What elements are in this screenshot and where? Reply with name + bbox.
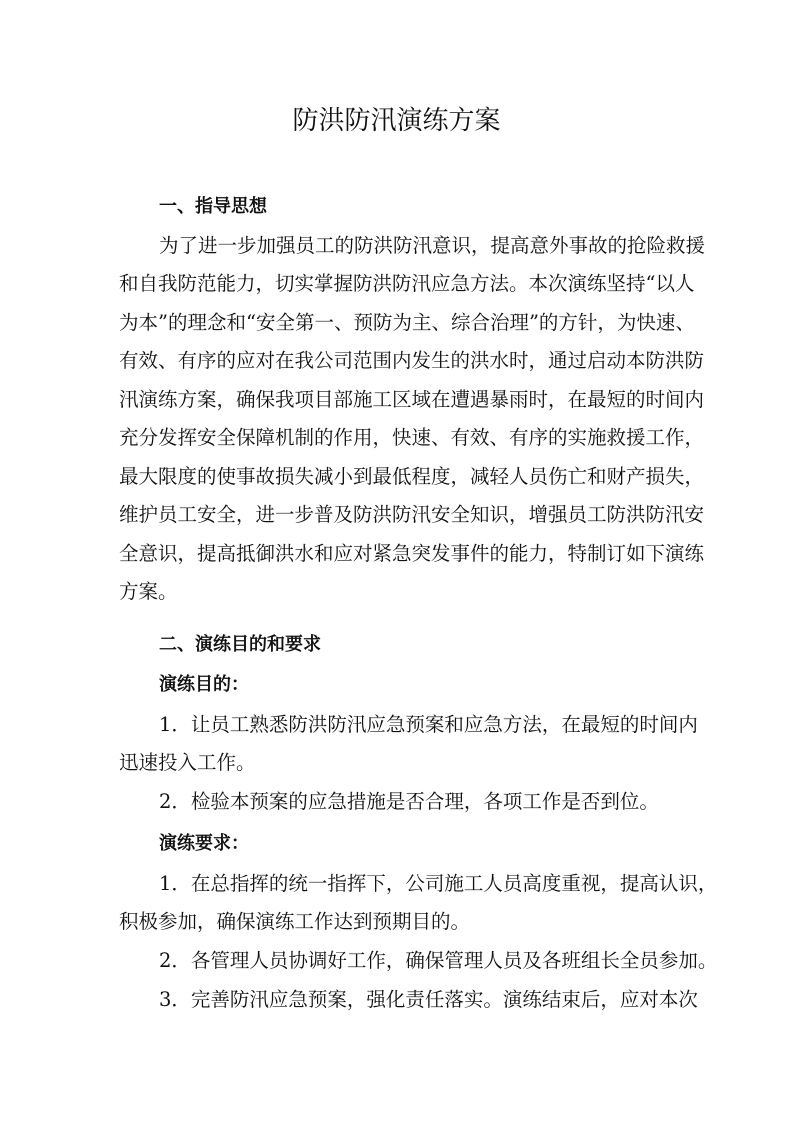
paragraph-line: 积极参加，确保演练工作达到预期目的。 [119, 910, 471, 933]
paragraph-line: 为了进一步加强员工的防洪防汛意识，提高意外事故的抢险救援 [159, 234, 706, 257]
section-heading: 二、演练目的和要求 [159, 634, 321, 655]
paragraph-line: 全意识，提高抵御洪水和应对紧急突发事件的能力，特制订如下演练 [119, 542, 705, 565]
paragraph-line: 有效、有序的应对在我公司范围内发生的洪水时，通过启动本防洪防 [119, 349, 705, 372]
paragraph-line: 1．在总指挥的统一指挥下，公司施工人员高度重视，提高认识， [159, 872, 718, 895]
paragraph-line: 为本”的理念和“安全第一、预防为主、综合治理”的方针，为快速、 [119, 311, 695, 334]
subheading: 演练要求： [159, 833, 249, 854]
document-title: 防洪防汛演练方案 [292, 106, 501, 136]
paragraph-line: 方案。 [119, 580, 178, 603]
subheading: 演练目的： [159, 674, 249, 695]
paragraph-line: 2．检验本预案的应急措施是否合理，各项工作是否到位。 [159, 790, 659, 813]
paragraph-line: 充分发挥安全保障机制的作用，快速、有效、有序的实施救援工作， [119, 426, 705, 449]
paragraph-line: 2．各管理人员协调好工作，确保管理人员及各班组长全员参加。 [159, 949, 718, 972]
paragraph-line: 和自我防范能力，切实掌握防洪防汛应急方法。本次演练坚持“以人 [119, 272, 695, 295]
paragraph-line: 汛演练方案，确保我项目部施工区域在遭遇暴雨时，在最短的时间内 [119, 388, 705, 411]
paragraph-line: 维护员工安全，进一步普及防洪防汛安全知识，增强员工防洪防汛安 [119, 503, 705, 526]
paragraph-line: 迅速投入工作。 [119, 751, 256, 774]
paragraph-line: 3．完善防汛应急预案，强化责任落实。演练结束后，应对本次 [159, 988, 698, 1011]
paragraph-line: 最大限度的使事故损失减小到最低程度，减轻人员伤亡和财产损失， [119, 465, 705, 488]
paragraph-line: 1．让员工熟悉防洪防汛应急预案和应急方法，在最短的时间内 [159, 713, 698, 736]
section-heading: 一、指导思想 [159, 196, 267, 217]
